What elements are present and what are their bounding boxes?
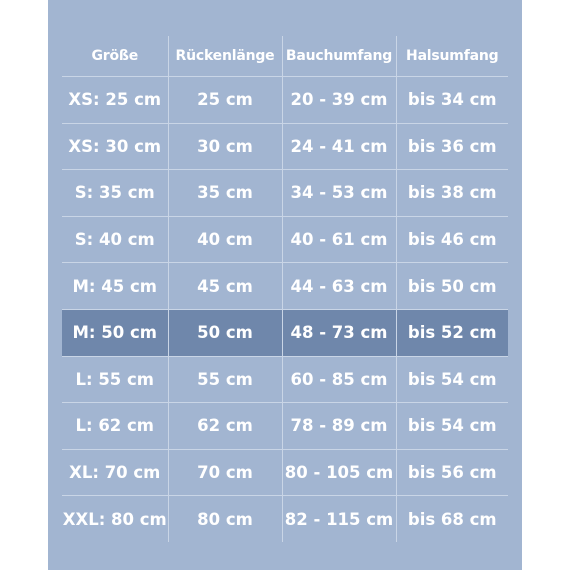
size-cell: M: 50 cm <box>62 309 168 356</box>
back-length-cell: 45 cm <box>168 263 282 310</box>
belly-girth-cell: 82 - 115 cm <box>282 496 396 542</box>
back-length-cell: 62 cm <box>168 403 282 450</box>
size-cell: L: 55 cm <box>62 356 168 403</box>
table-row-highlighted <box>62 309 508 356</box>
belly-girth-cell: 80 - 105 cm <box>282 449 396 496</box>
size-cell: XS: 30 cm <box>62 123 168 170</box>
neck-girth-cell: bis 54 cm <box>396 356 508 403</box>
header-bauchumfang: Bauchumfang <box>282 36 396 77</box>
size-table <box>62 36 508 542</box>
neck-girth-cell: bis 50 cm <box>396 263 508 310</box>
back-length-cell: 30 cm <box>168 123 282 170</box>
table-row <box>62 403 508 450</box>
back-length-cell: 25 cm <box>168 77 282 124</box>
header-rueckenlaenge: Rückenlänge <box>168 36 282 77</box>
table-row <box>62 449 508 496</box>
neck-girth-cell: bis 54 cm <box>396 403 508 450</box>
size-cell: L: 62 cm <box>62 403 168 450</box>
size-chart-panel <box>48 0 522 570</box>
belly-girth-cell: 44 - 63 cm <box>282 263 396 310</box>
belly-girth-cell: 78 - 89 cm <box>282 403 396 450</box>
table-row <box>62 356 508 403</box>
size-cell: XL: 70 cm <box>62 449 168 496</box>
size-cell: S: 35 cm <box>62 170 168 217</box>
belly-girth-cell: 60 - 85 cm <box>282 356 396 403</box>
table-row <box>62 216 508 263</box>
neck-girth-cell: bis 68 cm <box>396 496 508 542</box>
size-cell: XS: 25 cm <box>62 77 168 124</box>
back-length-cell: 40 cm <box>168 216 282 263</box>
belly-girth-cell: 20 - 39 cm <box>282 77 396 124</box>
neck-girth-cell: bis 52 cm <box>396 309 508 356</box>
back-length-cell: 35 cm <box>168 170 282 217</box>
back-length-cell: 55 cm <box>168 356 282 403</box>
belly-girth-cell: 24 - 41 cm <box>282 123 396 170</box>
table-row <box>62 77 508 124</box>
neck-girth-cell: bis 34 cm <box>396 77 508 124</box>
header-halsumfang: Halsumfang <box>396 36 508 77</box>
neck-girth-cell: bis 36 cm <box>396 123 508 170</box>
belly-girth-cell: 34 - 53 cm <box>282 170 396 217</box>
table-row <box>62 496 508 542</box>
size-cell: XXL: 80 cm <box>62 496 168 542</box>
table-row <box>62 263 508 310</box>
neck-girth-cell: bis 38 cm <box>396 170 508 217</box>
size-cell: M: 45 cm <box>62 263 168 310</box>
table-header-row <box>62 36 508 77</box>
back-length-cell: 50 cm <box>168 309 282 356</box>
belly-girth-cell: 48 - 73 cm <box>282 309 396 356</box>
table-row <box>62 123 508 170</box>
belly-girth-cell: 40 - 61 cm <box>282 216 396 263</box>
header-groesse: Größe <box>91 48 139 64</box>
neck-girth-cell: bis 56 cm <box>396 449 508 496</box>
table-row <box>62 170 508 217</box>
back-length-cell: 70 cm <box>168 449 282 496</box>
neck-girth-cell: bis 46 cm <box>396 216 508 263</box>
size-cell: S: 40 cm <box>62 216 168 263</box>
back-length-cell: 80 cm <box>168 496 282 542</box>
